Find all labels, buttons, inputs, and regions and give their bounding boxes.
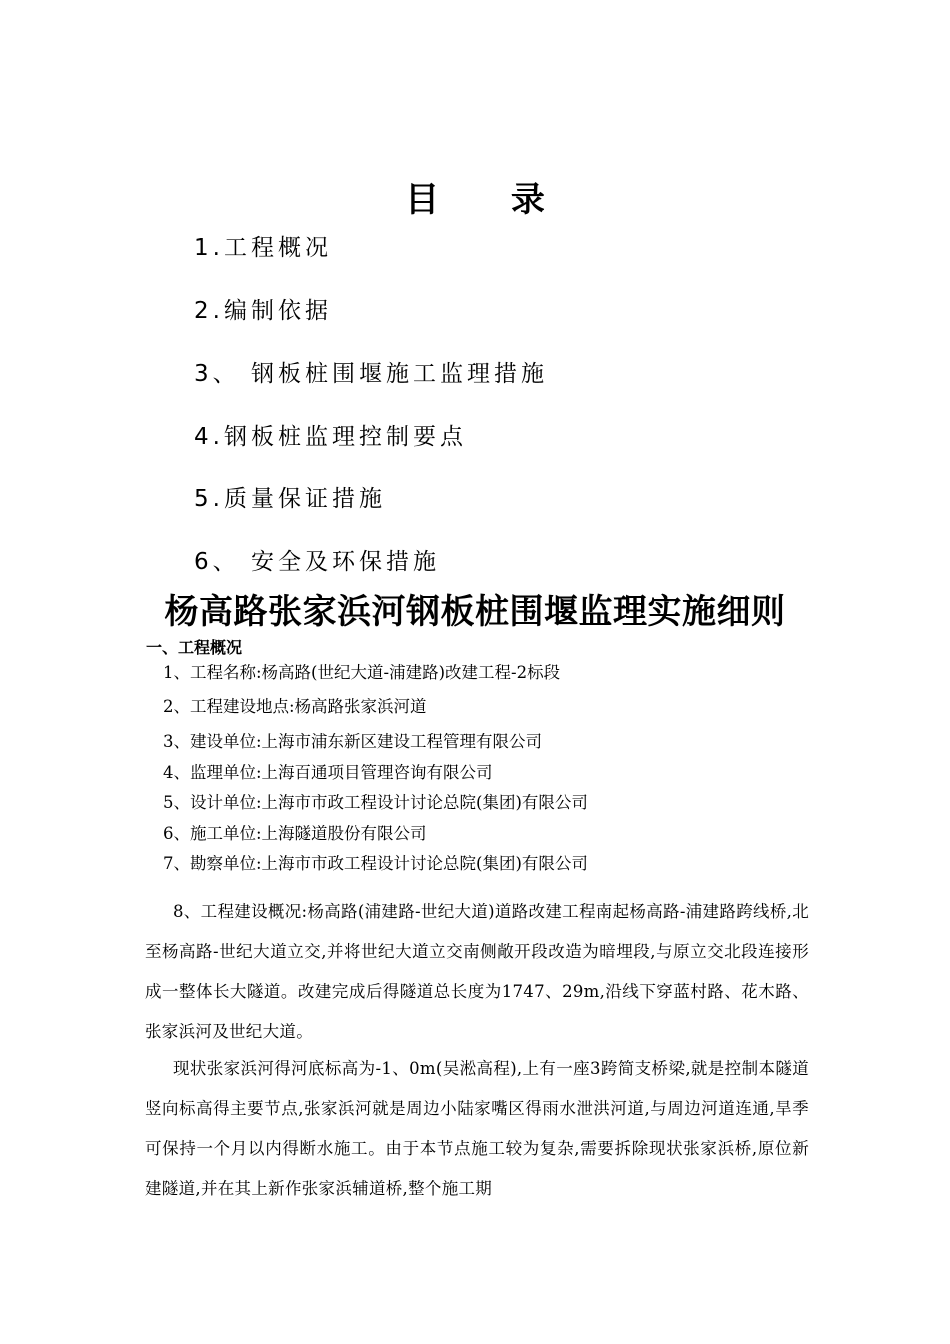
toc-item-6[interactable]: 6、 安全及环保措施 bbox=[194, 549, 440, 575]
toc-item-1[interactable]: 1.工程概况 bbox=[194, 235, 332, 261]
section-heading: 一、工程概况 bbox=[146, 638, 243, 657]
info-line-location: 2、工程建设地点:杨高路张家浜河道 bbox=[163, 697, 427, 716]
info-line-contractor: 6、施工单位:上海隧道股份有限公司 bbox=[163, 824, 427, 843]
info-line-supervisor: 4、监理单位:上海百通项目管理咨询有限公司 bbox=[163, 763, 493, 782]
document-title: 杨高路张家浜河钢板桩围堰监理实施细则 bbox=[164, 592, 786, 632]
info-line-owner: 3、建设单位:上海市浦东新区建设工程管理有限公司 bbox=[163, 732, 543, 751]
paragraph-project-overview: 8、工程建设概况:杨高路(浦建路-世纪大道)道路改建工程南起杨高路-浦建路跨线桥,北至杨高路-世纪大道立交,并将世纪大道立交南侧敞开段改造为暗埋段,与原立交北段连接形成一整体长大隧道。改建完成后得隧道总长度为1747、29m,沿线下穿蓝村路、花木路、张家浜河及世纪大道。 bbox=[145, 902, 809, 1041]
info-line-surveyor: 7、勘察单位:上海市市政工程设计讨论总院(集团)有限公司 bbox=[163, 854, 588, 873]
paragraph-site-status: 现状张家浜河得河底标高为-1、0m(吴淞高程),上有一座3跨简支桥梁,就是控制本隧道竖向标高得主要节点,张家浜河就是周边小陆家嘴区得雨水泄洪河道,与周边河道连通,旱季可保持一个月以内得断水施工。由于本节点施工较为复杂,需要拆除现状张家浜桥,原位新建隧道,并在其上新作张家浜辅道桥,整个施工期 bbox=[145, 1059, 809, 1198]
toc-item-2[interactable]: 2.编制依据 bbox=[194, 298, 332, 324]
info-line-project-name: 1、工程名称:杨高路(世纪大道-浦建路)改建工程-2标段 bbox=[163, 663, 561, 682]
toc-item-3[interactable]: 3、 钢板桩围堰施工监理措施 bbox=[194, 361, 548, 387]
info-line-designer: 5、设计单位:上海市市政工程设计讨论总院(集团)有限公司 bbox=[163, 793, 588, 812]
toc-item-4[interactable]: 4.钢板桩监理控制要点 bbox=[194, 424, 467, 450]
toc-title: 目 录 bbox=[405, 180, 575, 220]
toc-item-5[interactable]: 5.质量保证措施 bbox=[194, 486, 386, 512]
